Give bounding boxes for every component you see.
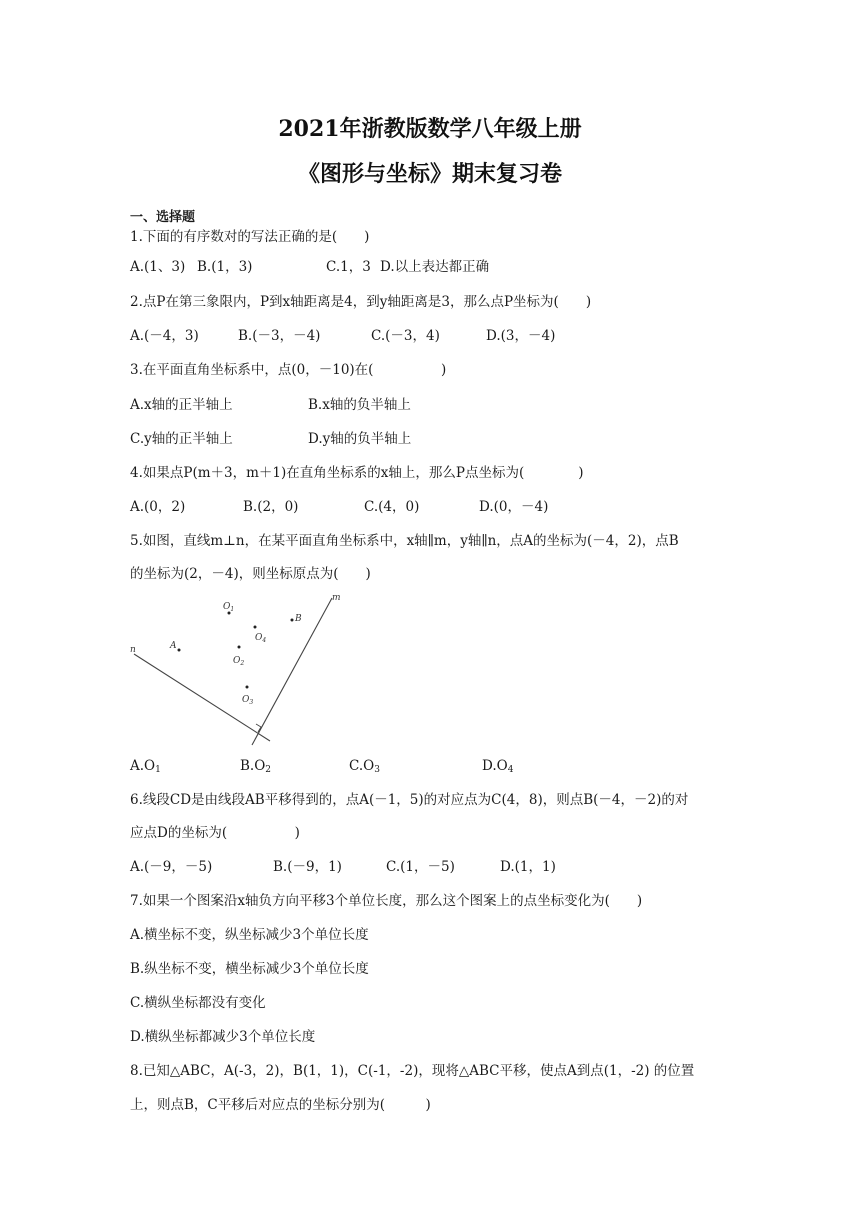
label-o2: $O_2$: [233, 656, 245, 667]
document-title: 2021年浙教版数学八年级上册: [278, 116, 582, 142]
question-7-option-c: C.横纵坐标都没有变化: [130, 995, 266, 1011]
question-5-stem-line-1: 5.如图，直线m⊥n，在某平面直角坐标系中，x轴∥m，y轴∥n，点A的坐标为(－4，2)，点B: [130, 533, 679, 549]
question-2-option-c: C.(－3，4): [371, 328, 440, 344]
question-2-option-b: B.(－3，－4): [238, 328, 321, 344]
question-2-option-a: A.(－4，3): [130, 328, 199, 344]
section-heading: 一、选择题: [130, 210, 196, 225]
label-o4: $O_4$: [255, 633, 267, 644]
question-8-stem-line-2: 上，则点B，C平移后对应点的坐标分别为( ): [130, 1097, 431, 1113]
question-6-option-a: A.(－9，－5): [130, 859, 213, 875]
question-1-stem: 1.下面的有序数对的写法正确的是( ): [130, 229, 370, 245]
question-7-stem: 7.如果一个图案沿x轴负方向平移3个单位长度，那么这个图案上的点坐标变化为( ): [130, 893, 643, 909]
question-4-option-d: D.(0，－4): [479, 499, 549, 515]
point-o4: [254, 626, 257, 629]
question-5-option-c: $C.O_3$: [349, 758, 380, 775]
label-b: B: [295, 614, 302, 624]
question-6-option-d: D.(1，1): [500, 859, 556, 875]
question-5-figure: [130, 588, 350, 748]
question-6-stem-line-1: 6.线段CD是由线段AB平移得到的，点A(－1，5)的对应点为C(4，8)，则点B(－4，－2)的对: [130, 792, 689, 808]
label-o1: $O_1$: [223, 602, 235, 613]
question-1-option-c: C.1，3: [326, 259, 371, 275]
question-3-stem: 3.在平面直角坐标系中，点(0，－10)在( ): [130, 362, 447, 378]
question-4-option-c: C.(4，0): [364, 499, 420, 515]
question-2-stem: 2.点P在第三象限内，P到x轴距离是4，到y轴距离是3，那么点P坐标为( ): [130, 294, 592, 310]
question-6-stem-line-2: 应点D的坐标为( ): [130, 825, 300, 841]
question-5-option-a: $A.O_1$: [130, 758, 161, 775]
label-o3: $O_3$: [242, 695, 254, 706]
question-3-option-c: C.y轴的正半轴上: [130, 431, 233, 447]
label-m: m: [332, 593, 341, 603]
document-subtitle: 《图形与坐标》期末复习卷: [297, 161, 562, 187]
point-o2: [238, 646, 241, 649]
question-3-option-d: D.y轴的负半轴上: [308, 431, 412, 447]
point-o3: [246, 686, 249, 689]
question-4-option-b: B.(2，0): [243, 499, 299, 515]
question-7-option-b: B.纵坐标不变，横坐标减少3个单位长度: [130, 961, 369, 977]
question-5-option-d: $D.O_4$: [482, 758, 514, 775]
question-3-option-a: A.x轴的正半轴上: [130, 397, 233, 413]
question-6-option-b: B.(－9，1): [273, 859, 342, 875]
question-4-stem: 4.如果点P(m＋3，m＋1)在直角坐标系的x轴上，那么P点坐标为( ): [130, 465, 584, 481]
label-n: n: [130, 645, 136, 655]
question-2-option-d: D.(3，－4): [486, 328, 556, 344]
question-1-option-b: B.(1，3): [197, 259, 253, 275]
question-3-option-b: B.x轴的负半轴上: [308, 397, 411, 413]
question-1-option-a: A.(1、3): [130, 259, 186, 275]
question-4-option-a: A.(0，2): [130, 499, 186, 515]
point-a: [178, 649, 181, 652]
question-1-option-d: D.以上表达都正确: [380, 259, 490, 275]
question-7-option-a: A.横坐标不变，纵坐标减少3个单位长度: [130, 927, 369, 943]
question-5-stem-line-2: 的坐标为(2，－4)，则坐标原点为( ): [130, 566, 371, 582]
point-b: [291, 619, 294, 622]
question-7-option-d: D.横纵坐标都减少3个单位长度: [130, 1029, 316, 1045]
line-n: [134, 654, 270, 741]
question-6-option-c: C.(1，－5): [386, 859, 455, 875]
question-8-stem-line-1: 8.已知△ABC，A(-3，2)，B(1，1)，C(-1，-2)，现将△ABC平移，使点A到点(1，-2) 的位置: [130, 1063, 695, 1079]
question-5-option-b: $B.O_2$: [240, 758, 272, 775]
label-a: A: [170, 641, 177, 651]
